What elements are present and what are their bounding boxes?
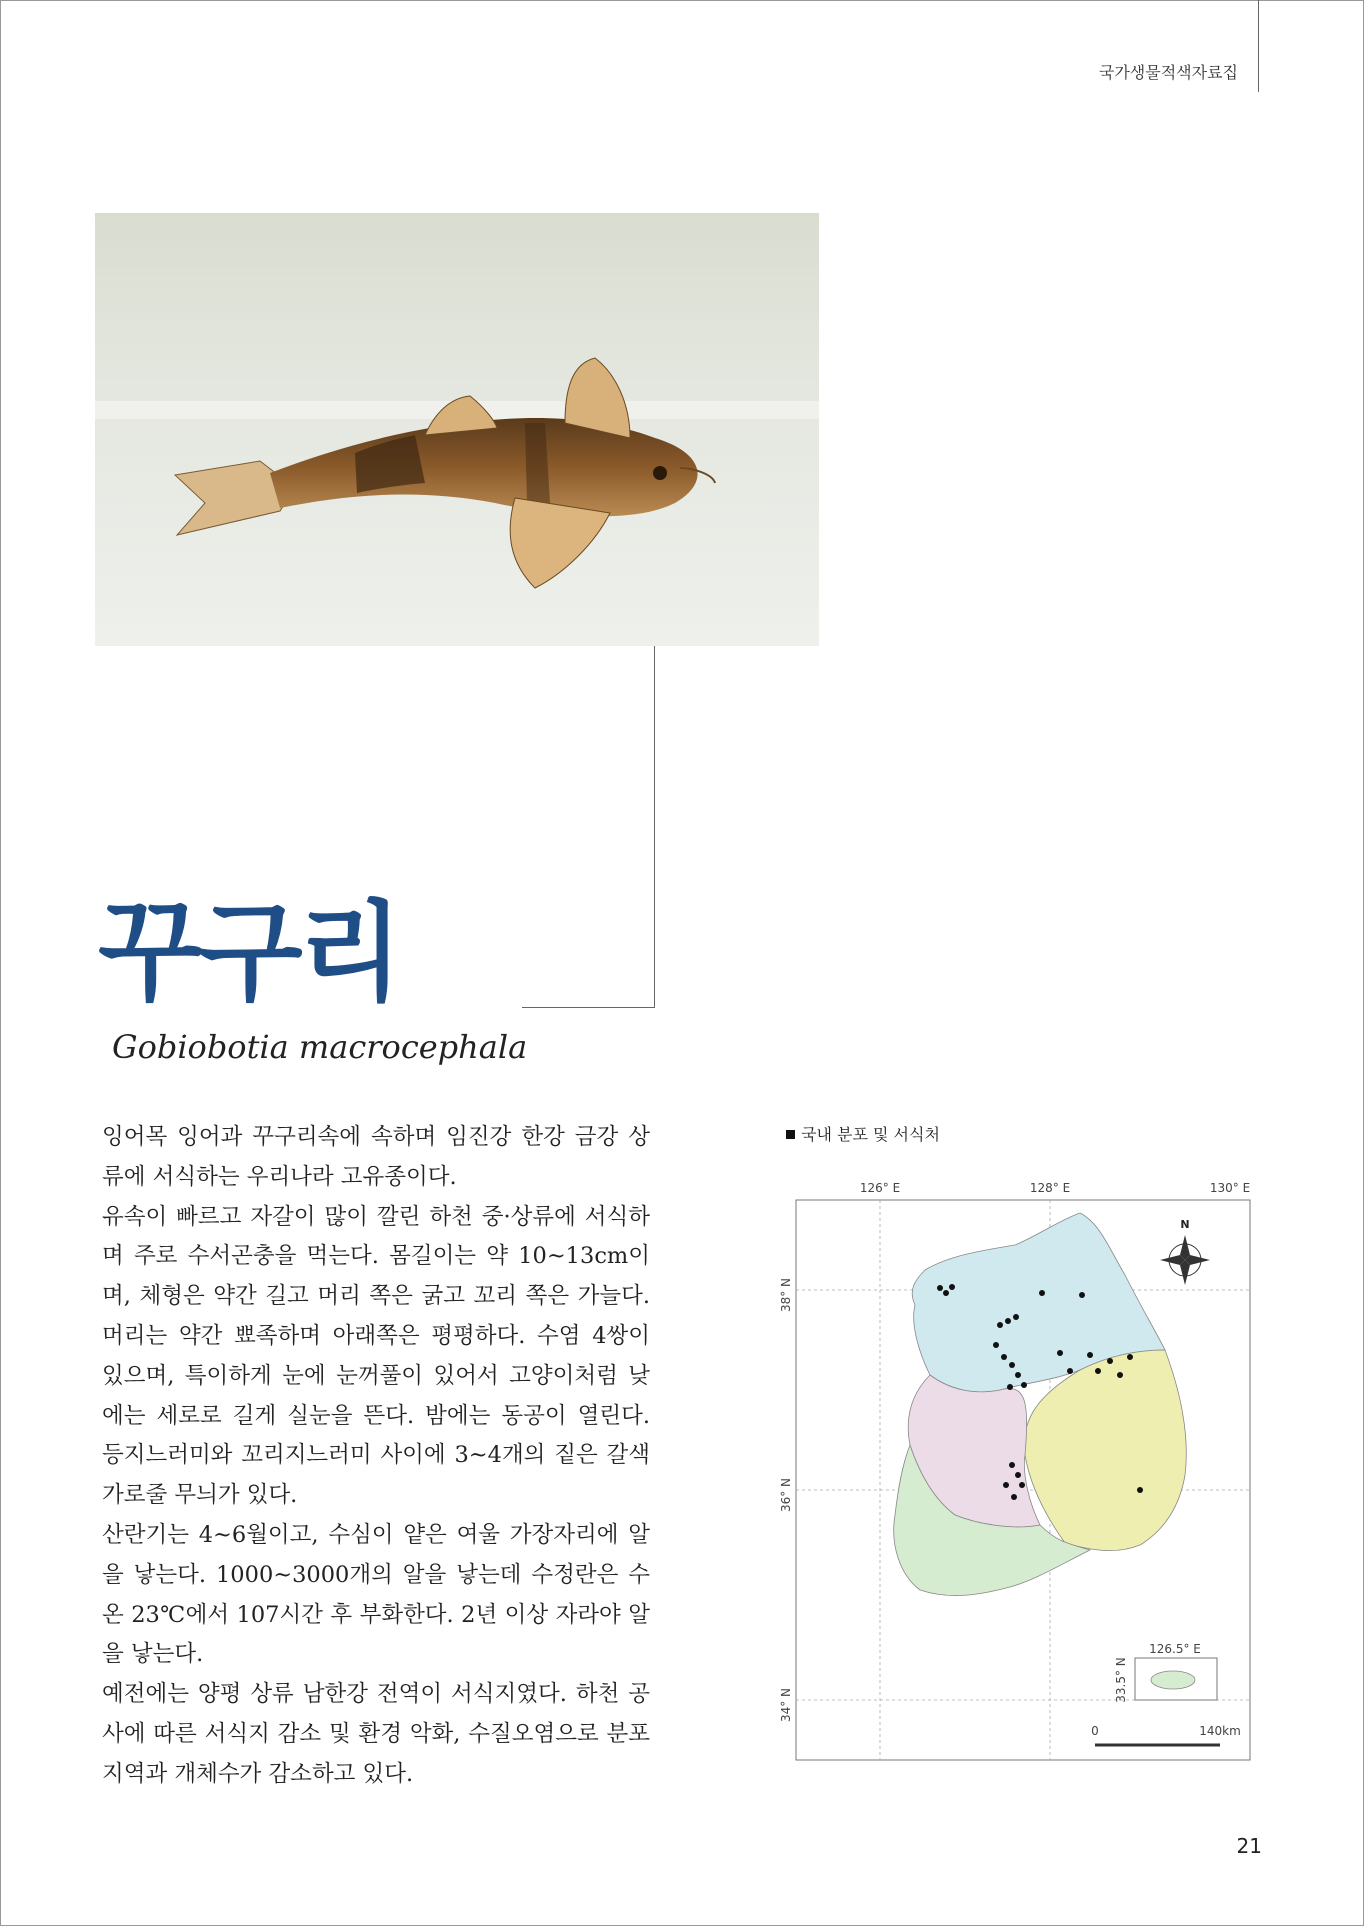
lon-label: 128° E [1029,1181,1071,1195]
inset-lat-label: 33.5° N [1114,1657,1128,1703]
lon-label: 126° E [859,1181,901,1195]
scale-end-label: 140km [1199,1724,1241,1738]
compass-north-label: N [1180,1218,1190,1231]
map-caption [786,1122,940,1145]
header-title: 국가생물적색자료집 [1098,63,1238,82]
lon-label: 130° E [1209,1181,1251,1195]
page-number: 21 [1236,1834,1262,1858]
jeju-island [1151,1671,1195,1689]
map-caption-text: 국내 분포 및 서식처 [801,1125,940,1144]
description-paragraph: 산란기는 4~6월이고, 수심이 얕은 여울 가장자리에 알을 낳는다. 1000~3000개의 알을 낳는데 수정란은 수온 23℃에서 107시간 후 부화한다. 2년 이상 자라야 알을 낳는다. [102,1521,650,1668]
species-scientific-name: Gobiobotia macrocephala [112,1028,528,1066]
scale-start-label: 0 [1091,1724,1099,1738]
header-rule [1258,0,1259,92]
species-description [102,1118,650,1795]
description-paragraph: 유속이 빠르고 자갈이 많이 깔린 하천 중·상류에 서식하며 주로 수서곤충을 먹는다. 몸길이는 약 10~13cm이며, 체형은 약간 길고 머리 쪽은 굵고 꼬리 쪽은 가늘다. 머리는 약간 뾰족하며 아래쪽은 평평하다. 수염 4쌍이 있으며, 특이하게 눈에 눈꺼풀이 있어서 고양이처럼 낮에는 세로로 길게 실눈을 뜬다. 밤에는 동공이 열린다. 등지느러미와 꼬리지느러미 사이에 3~4개의 짙은 갈색 가로줄 무늬가 있다. [102,1203,650,1509]
lat-label: 36° N [779,1477,793,1513]
guide-line-horizontal [522,1007,655,1008]
inset-lon-label: 126.5° E [1149,1642,1201,1656]
guide-line-vertical [654,646,655,1008]
description-paragraph: 잉어목 잉어과 꾸구리속에 속하며 임진강 한강 금강 상류에 서식하는 우리나라 고유종이다. [102,1124,650,1190]
species-photo [95,213,819,646]
square-bullet-icon [786,1130,795,1139]
lat-label: 34° N [779,1687,793,1723]
distribution-map [760,1175,1260,1765]
description-paragraph: 예전에는 양평 상류 남한강 전역이 서식지였다. 하천 공사에 따른 서식지 감소 및 환경 악화, 수질오염으로 분포지역과 개체수가 감소하고 있다. [102,1681,650,1787]
lat-label: 38° N [779,1277,793,1313]
species-korean-name: 꾸구리 [98,891,399,1016]
